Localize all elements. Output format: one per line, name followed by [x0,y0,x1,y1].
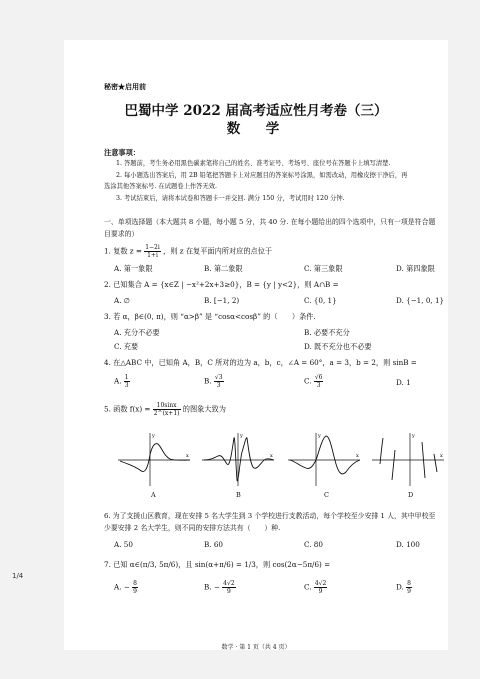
q7-option-a [114,580,138,595]
q4-option-b-numerator: √3 [214,374,223,381]
question-4: 4. 在△ABC 中，已知角 A，B，C 所对的边为 a，b，c，∠A = 60°，a = 3，b = 2，则 sinB = [104,358,417,367]
q5-denominator: 2^(x+1) [153,410,180,417]
q7-option-b-denominator: 9 [226,588,231,595]
page-footer: 数学 · 第 1 页（共 4 页） [221,644,291,651]
q1-suffix: ，则 z 在复平面内所对应的点位于 [163,246,273,256]
q7-option-d [396,580,412,595]
q4-option-c-denominator: 3 [316,382,321,389]
question-3: 3. 若 α，β∈(0, π)，则 “α>β” 是 “cosα<cosβ” 的（ ）条件. [104,312,316,321]
q4-option-a-numerator: 1 [124,374,129,381]
q7-option-a-numerator: 8 [133,580,137,587]
q7-option-d-fraction [406,580,412,595]
confidential-label: 秘密★启用前 [104,82,146,91]
q5-graph-d [370,430,446,488]
notice-line: 1. 答题前，考生务必用黑色碳素笔将自己的姓名、准考证号、考场号、座位号在答题卡上填写清楚. [116,160,391,167]
question-5 [104,402,226,417]
q4-option-c-label: C. [304,376,312,386]
q4-option-c [304,374,323,389]
q7-option-b [204,580,236,595]
q1-option-a: A. 第一象限 [114,264,153,273]
question-6-cont: 少要安排 2 名大学生，则不同的安排方法共有（ ）种. [104,524,281,532]
q6-option-a: A. 50 [114,540,133,549]
q5-graph-d-label: D [408,491,414,499]
subject-title: 数 学 [226,121,286,137]
q1-option-d: D. 第四象限 [396,264,435,273]
q4-option-a-label: A. [114,376,122,386]
page-indicator: 1/4 [12,572,24,580]
q5-graph-d-x-label: x [440,453,443,459]
q2-option-a: A. ∅ [114,296,131,305]
q2-option-c: C. {0, 1} [304,296,337,305]
q4-option-b-label: B. [204,376,212,386]
q5-graph-a-x-label: x [186,453,189,459]
q4-option-b [204,374,224,389]
question-6: 6. 为了支援山区教育，现在安排 5 名大学生到 3 个学校进行支教活动，每个学校至少安排 1 人，其中甲校至 [104,512,436,520]
q5-graph-a-y-label: y [152,433,155,439]
q5-graph-a-label: A [151,491,156,499]
q5-numerator: 10sinx [153,402,181,410]
q7-option-c [304,580,327,595]
q4-option-a [114,374,130,389]
q6-option-b: B. 60 [204,540,223,549]
q7-option-c-denominator: 9 [318,588,323,595]
q3-option-a: A. 充分不必要 [114,328,160,337]
q3-option-d: D. 既不充分也不必要 [304,342,372,351]
q7-option-a-fraction [132,580,138,595]
q4-option-a-denominator: 3 [124,382,129,389]
q4-option-b-fraction [214,374,224,389]
q4-option-c-numerator: √6 [314,374,323,381]
q5-graph-c-label: C [324,491,329,499]
q5-graph-b-y-label: y [240,433,243,439]
q1-fraction [144,244,161,259]
notice-heading: 注意事项： [104,148,140,157]
section-heading-cont: 目要求的） [104,230,139,238]
q4-option-c-fraction [314,374,324,389]
question-1 [104,244,272,259]
q5-graph-b-label: B [236,491,241,499]
q7-option-d-denominator: 9 [407,588,411,595]
q1-numerator: 1−2i [145,244,160,251]
notice-line: 3. 考试结束后，请将本试卷和答题卡一并交回. 满分 150 分，考试用时 120 分钟. [116,195,345,202]
q1-denominator: 1+i [147,252,158,259]
q1-prefix: 1. 复数 z = [104,246,142,256]
q5-graph-c-x-label: x [356,453,359,459]
q7-option-c-label: C. [304,582,312,592]
question-2: 2. 已知集合 A = {x∈Z | −x²+2x+3≥0}，B = {y | y<2}，则 A∩B = [104,280,339,289]
q1-option-b: B. 第二象限 [204,264,243,273]
q5-graph-b-x-label: x [270,453,273,459]
q5-graph-a [116,430,192,488]
notice-line: 选涂其他答案标号. 在试题卷上作答无效. [104,183,218,190]
exam-page [64,40,448,650]
q5-graph-d-y-label: y [412,433,415,439]
q2-option-b: B. [−1, 2) [204,296,240,305]
q7-option-b-fraction [222,580,235,595]
q4-option-d: D. 1 [396,378,411,387]
q5-graph-c-y-label: y [318,433,321,439]
q7-option-b-label: B. − [204,582,220,592]
q2-option-d: D. {−1, 0, 1} [396,296,445,305]
exam-title: 巴蜀中学 2022 届高考适应性月考卷（三） [124,103,388,119]
q6-option-d: D. 100 [396,540,420,549]
q1-option-c: C. 第三象限 [304,264,343,273]
q5-prefix: 5. 函数 f(x) = [104,404,151,414]
q7-option-d-label: D. [396,582,404,592]
q4-option-a-fraction [124,374,130,389]
q3-option-b: B. 必要不充分 [304,328,350,337]
q7-option-c-fraction [314,580,327,595]
section-heading: 一、单项选择题（本大题共 8 小题，每小题 5 分，共 40 分. 在每小题给出的四个选项中，只有一项是符合题 [104,218,436,226]
q7-option-d-numerator: 8 [407,580,411,587]
q7-option-c-numerator: 4√2 [314,580,327,587]
q5-fraction [153,402,181,417]
q7-option-a-denominator: 9 [133,588,137,595]
q5-graph-c [286,430,362,488]
q4-option-b-denominator: 3 [216,382,221,389]
q7-option-a-label: A. − [114,582,130,592]
q5-suffix: 的图象大致为 [182,404,226,414]
question-7: 7. 已知 α∈(π/3, 5π/6)，且 sin(α+π/6) = 1/3，则 cos(2α−5π/6) = [104,560,331,569]
q6-option-c: C. 80 [304,540,323,549]
q5-graph-b [200,430,276,488]
q3-option-c: C. 充要 [114,342,139,351]
q7-option-b-numerator: 4√2 [223,580,235,587]
notice-line: 2. 每小题选出答案后，用 2B 铅笔把答题卡上对应题目的答案标号涂黑，如需改动，用橡皮擦干净后，再 [116,172,408,179]
